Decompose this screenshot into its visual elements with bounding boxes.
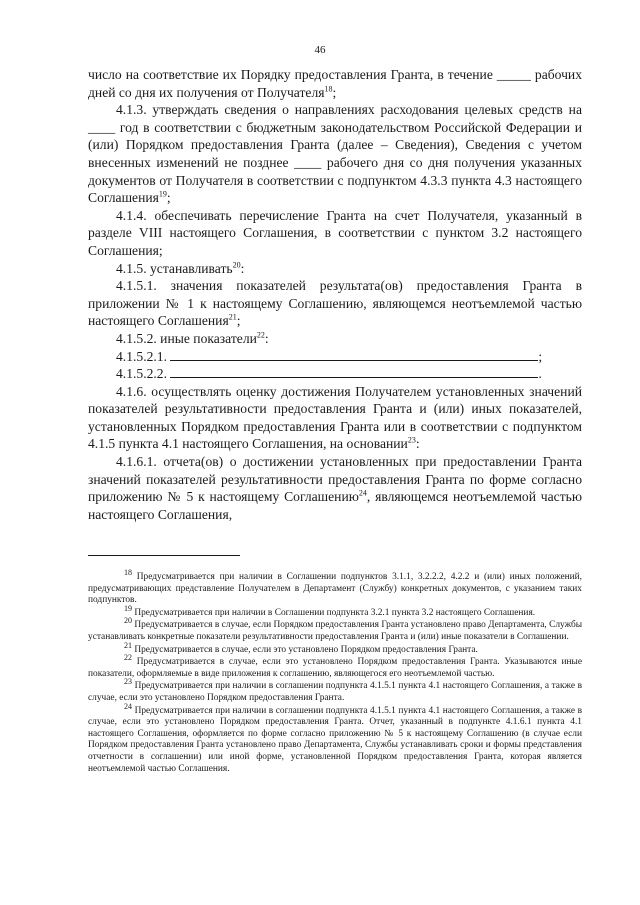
footnote-ref: 23 [407,435,416,445]
paragraph: число на соответствие их Порядку предоставления Гранта, в течение _____ рабочих дней со дня их получения от Получателя$^{18}$; [88,67,582,100]
paragraph-4-1-3: 4.1.3. утверждать сведения о направлениях расходования целевых средств на ____ год в соответствии с бюджетным законодательством Российской Федерации и (или) Порядком предоставления Гранта (далее – Сведения), Сведения с учетом внесенных изменений не позднее ____ рабочего дня со дня получения указанных документов от Получателя в соответствии с подпунктом 4.3.3 пункта 4.3 настоящего Соглашения$^{19}$; [88,102,582,206]
paragraph-4-1-5-2-1: 4.1.5.2.1. ; [116,348,543,364]
blank-fill-line [170,367,538,378]
paragraph-4-1-4: 4.1.4. обеспечивать перечисление Гранта на счет Получателя, указанный в разделе VIII настоящего Соглашения, в соответствии с пунктом 3.2 настоящего Соглашения; [88,207,582,258]
footnote-ref: 18 [324,84,333,94]
footnote: $^{20}$ Предусматривается в случае, если Порядком предоставления Гранта установлено право Департамента, Службы устанавливать конкретные показатели результативности предоставления Гранта и (или) иные показатели в Соглашении. [88,616,583,642]
paragraph-4-1-5: 4.1.5. устанавливать$^{20}$: [116,260,245,276]
footnotes [88,567,583,776]
footnote-separator [88,555,240,556]
document-body [88,66,582,523]
footnote: $^{23}$ Предусматривается при наличии в соглашении подпункта 4.1.5.1 пункта 4.1 настоящего Соглашения, а также в случае, если это установлено Порядком предоставления Гранта. [88,677,582,703]
footnote: $^{22}$ Предусматривается в случае, если это установлено Порядком предоставления Гранта. Указываются иные показатели, оформляемые в виде приложения к соглашению, являющегося его неотъемлемой частью. [88,653,583,679]
paragraph-4-1-6-1: 4.1.6.1. отчета(ов) о достижении установленных при предоставлении Гранта значений показателей результативности предоставления Гранта по форме согласно приложению № 5 к настоящему Соглашению$^{24}$, являющемся неотъемлемой частью настоящего Соглашения, [88,454,582,522]
footnote-ref: 22 [256,330,265,340]
footnote: $^{21}$ Предусматривается в случае, если это установлено Порядком предоставления Гранта. [124,640,478,655]
footnote: $^{19}$ Предусматривается при наличии в Соглашении подпункта 3.2.1 пункта 3.2 настоящего Соглашения. [124,603,536,618]
footnote: $^{24}$ Предусматривается при наличии в соглашении подпункта 4.1.5.1 пункта 4.1 настоящего Соглашения, а также в случае, если это установлено Порядком предоставления Гранта. Отчет, указанный в подпункте 4.1.6.1 пункта 4.1 настоящего Соглашения, оформляется по форме согласно приложению № 5 к настоящему Соглашению (в случае если Порядком предоставления Гранта установлено право Департамента, Службы устанавливать сроки и формы представления отчетности в соглашении) или иной форме, установленной Порядком предоставления Гранта, которая является неотъемлемой частью Соглашения. [88,701,582,774]
paragraph-4-1-6: 4.1.6. осуществлять оценку достижения Получателем установленных значений показателей результативности предоставления Гранта и (или) иных показателей, установленных Порядком предоставления Гранта или в соответствии с подпунктом 4.1.5 пункта 4.1 настоящего Соглашения, на основании$^{23}$: [88,383,582,452]
paragraph-4-1-5-2-2: 4.1.5.2.2. . [116,366,542,382]
footnote-ref: 21 [228,312,237,322]
paragraph-4-1-5-2: 4.1.5.2. иные показатели$^{22}$: [116,330,269,346]
footnote: $^{18}$ Предусматривается при наличии в Соглашении подпунктов 3.1.1, 3.2.2.2, 4.2.2 и (или) иных положений, предусматривающих представление Получателем в Департамент (Службу) конкретных документов, с указанием таких подпунктов. [88,567,583,606]
paragraph-4-1-5-1: 4.1.5.1. значения показателей результата(ов) предоставления Гранта в приложении № 1 к настоящему Соглашению, являющемся неотъемлемой частью настоящего Соглашения$^{21}$; [88,278,582,329]
blank-fill-line [170,350,538,361]
footnote-ref: 24 [358,488,367,498]
footnote-ref: 19 [158,189,167,199]
page-number: 46 [314,44,326,56]
footnote-ref: 20 [232,260,241,269]
